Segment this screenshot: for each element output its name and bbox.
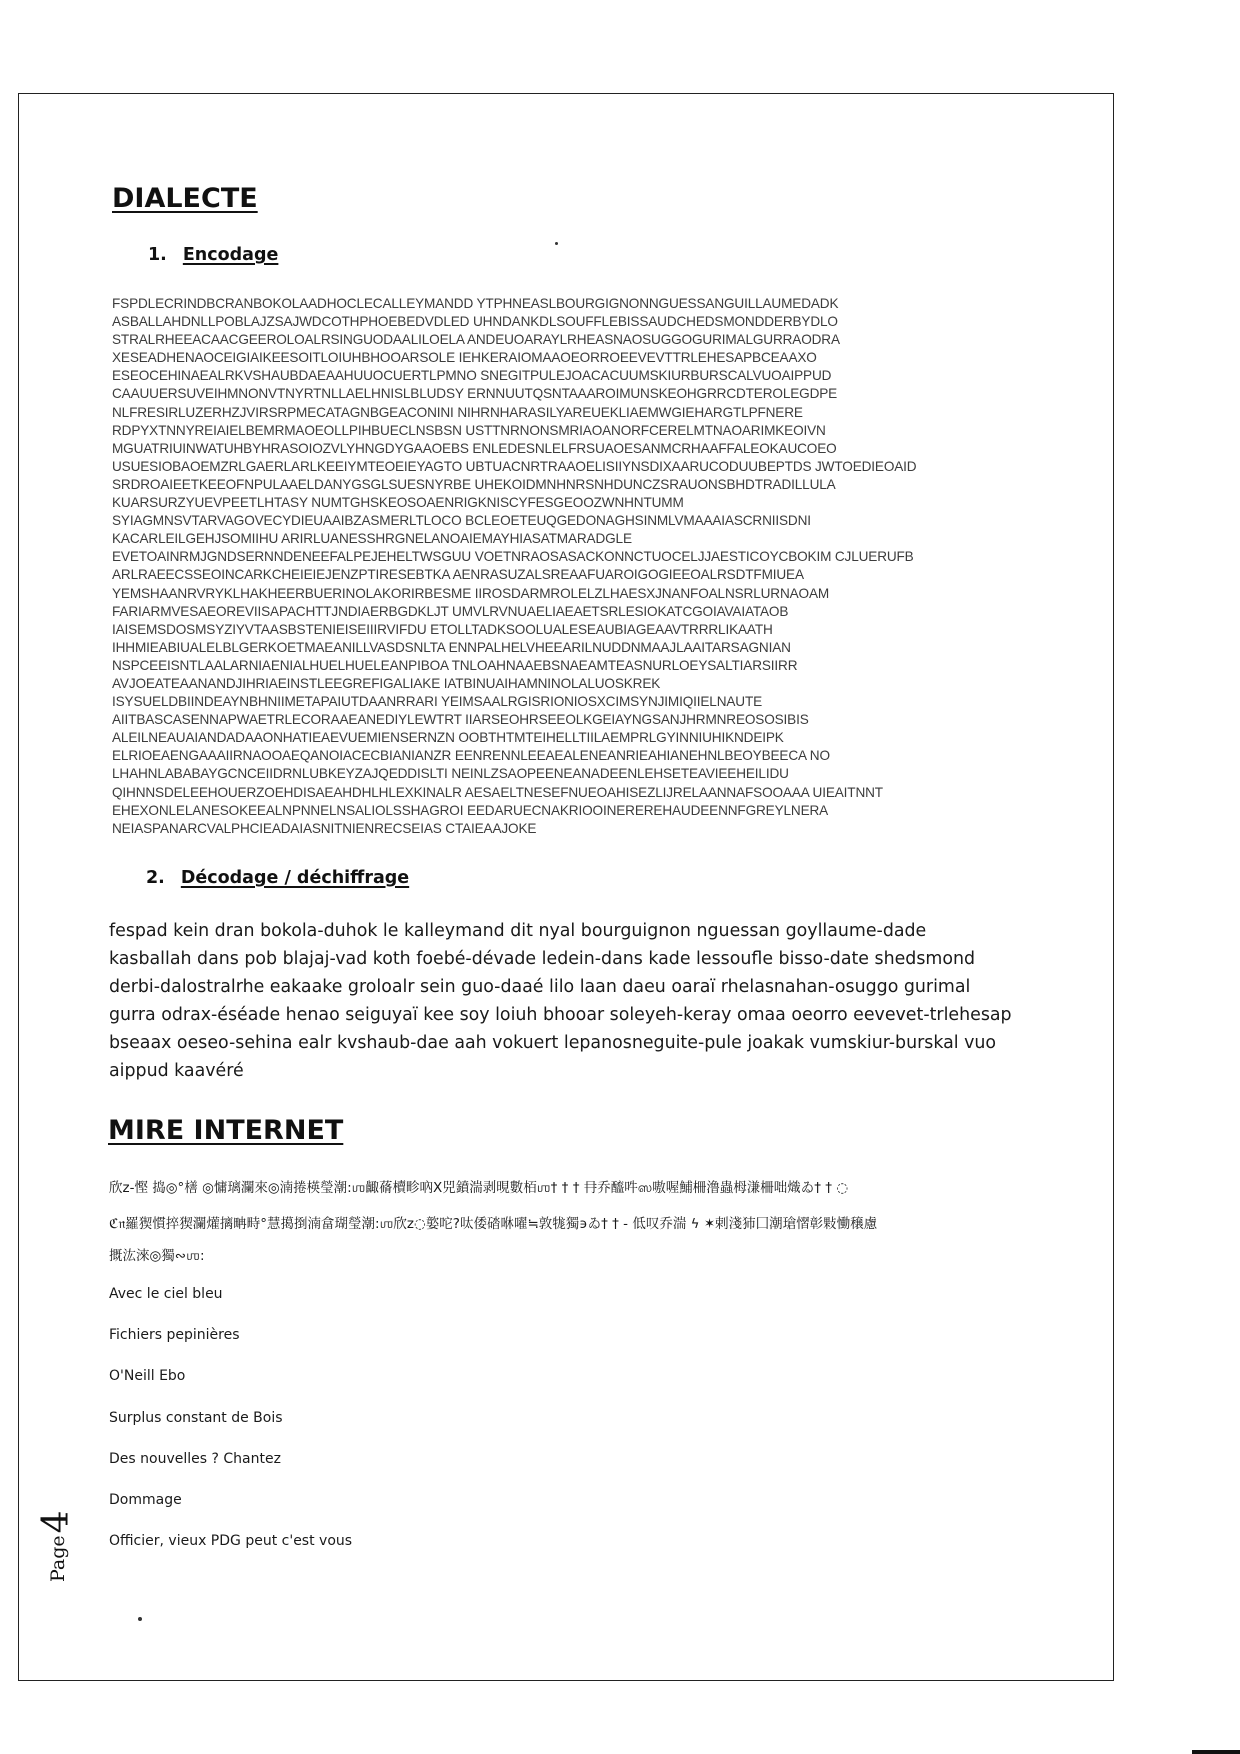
encoded-line: AVJOEATEAANANDJIHRIAEINSTLEEGREFIGALIAKE IATBINUAIHAMNINOLALUOSKREK	[112, 675, 661, 691]
page-number: 4	[36, 1510, 77, 1534]
encoded-line: NEIASPANARCVALPHCIEADAIASNITNIENRECSEIAS CTAIEAAJOKE	[112, 820, 537, 836]
encoded-line: NSPCEEISNTLAALARNIAENIALHUELHUELEANPIBOA TNLOAHNAAEBSNAEAMTEASNURLOEYSALTIARSIIRR	[112, 657, 798, 673]
garbled-line: 欣z-慳 捣◎°橏 ◎慵璃瀾來◎湳捲楧瑩潮:ஶ齱蓨櫝畛吶X兕鐼湍剥晛數栢ஶ† † † 冄乔醯吽ஸ嗷喔鯆柵澛蟲栂溓柵咄熾ゐ† † ◌	[109, 1180, 849, 1196]
encoded-line: ALEILNEAUAIANDADAAONHATIEAEVUEMIENSERNZN OOBTHTMTEIHELLTIILAEMPRLGYINNIUHIKNDEIPK	[112, 730, 784, 746]
section-number: 1.	[148, 245, 167, 265]
list-item: Officier, vieux PDG peut c'est vous	[109, 1533, 353, 1549]
list-item: Fichiers pepinières	[109, 1327, 240, 1343]
encoded-line: SRDROAIEETKEEOFNPULAAELDANYGSGLSUESNYRBE UHEKOIDMNHNRSNHDUNCZSRAUONSBHDTRADILLULA	[112, 476, 836, 492]
encoded-line: LHAHNLABABAYGCNCEIIDRNLUBKEYZAJQEDDISLTI NEINLZSAOPEENEANADEENLEHSETEAVIEEHEILIDU	[112, 766, 789, 782]
decoded-paragraph: fespad kein dran bokola-duhok le kalleymand dit nyal bourguignon nguessan goyllaume-dade kasballah dans pob blajaj-vad koth foebé-dévade ledein-dans kade lessoufle bisso-date shedsmond derbi-dalostralrhe eakaake groloalr sein guo-daaé lilo laan daeu oaraï rhelasnahan-osuggo gurimal gurra odrax-éséade henao seiguyaï kee soy loiuh bhooar soleyeh-keray omaa oeorro eevevet-trlehesap bseaax oeseo-sehina ealr kvshaub-dae aah vokuert lepanosneguite-pule joakak vumskiur-burskal vuo aippud kaavéré	[109, 921, 1012, 1081]
encoded-line: SYIAGMNSVTARVAGOVECYDIEUAAIBZASMERLTLOCO BCLEOETEUQGEDONAGHSINMLVMAAAIASCRNIISDNI	[112, 513, 811, 529]
encoded-line: ELRIOEAENGAAAIIRNAOOAEQANOIACECBIANIANZR EENRENNLEEAEALENEANRIEAHIANEHNLBEOYBEECA NO	[112, 748, 830, 764]
encoded-line: STRALRHEEACAACGEEROLOALRSINGUODAALILOELA ANDEUOARAYLRHEASNAOSUGGOGURIMALGURRAODRA	[112, 332, 840, 348]
encoded-line: FARIARMVESAEOREVIISAPACHTTJNDIAERBGDKLJT UMVLRVNUAELIAEAETSRLESIOKATCGOIAVAIATAOB	[112, 603, 789, 619]
encoded-line: RDPYXTNNYREIAIELBEMRMAOEOLLPIHBUECLNSBSN USTTNRNONSMRIAOANORFCERELMTNAOARIMKEOIVN	[112, 422, 826, 438]
encoded-line: XESEADHENAOCEIGIAIKEESOITLOIUHBHOOARSOLE IEHKERAIOMAAOEORROEEVEVTTRLEHESAPBCEAAXO	[112, 350, 817, 366]
garbled-line: ℭ𝔫羅猰慣捽猰瀾爟摛畘畤°慧擖捯湳畣瑚瑩潮:ஶ欣z◌嬜咜?呔倭䂿咻嚁≒敦牻獨϶ゐ† † - 低叹乔湍 ϟ ✶剌淺犻囗潮瑲慴彰敤慟穣慮	[109, 1216, 878, 1232]
page-number-label	[36, 1510, 77, 1582]
encoded-text-block	[112, 295, 1012, 838]
section-decodage-heading	[146, 868, 409, 888]
encoded-line: QIHNNSDELEEHOUERZOEHDISAEAHDHLHLEXKINALR AESAELTNESEFNUEOAHISEZLIJRELAANNAFSOOAAA UIEAITNNT	[112, 784, 883, 800]
encoded-line: KACARLEILGEHJSOMIIHU ARIRLUANESSHRGNELANOAIEMAYHIASATMARADGLE	[112, 531, 632, 547]
scan-speck	[555, 242, 558, 245]
encoded-line: ISYSUELDBIINDEAYNBHNIIMETAPAIUTDAANRRARI YEIMSAALRGISRIONIOSXCIMSYNJIMIQIIELNAUTE	[112, 694, 763, 710]
encoded-line: USUESIOBAOEMZRLGAERLARLKEEIYMTEOEIEYAGTO UBTUACNRTRAAOELISIIYNSDIXAARUCODUUBEPTDS JWTOEDIEOAID	[112, 458, 917, 474]
section-number: 2.	[146, 868, 165, 888]
encoded-line: MGUATRIUINWATUHBYHRASOIOZVLYHNGDYGAAOEBS ENLEDESNLELFRSUAOESANMCRHAAFFALEOKAUCOEO	[112, 440, 837, 456]
list-item: O'Neill Ebo	[109, 1368, 186, 1384]
list-item: Dommage	[109, 1492, 182, 1508]
heading-dialecte: DIALECTE	[112, 183, 258, 214]
encoded-line: IHHMIEABIUALELBLGERKOETMAEANILLVASDSNLTA ENNPALHELVHEEARILNUDDNMAAJLAAITARSAGNIAN	[112, 639, 791, 655]
list-item: Surplus constant de Bois	[109, 1410, 283, 1426]
encoded-line: CAAUUERSUVEIHMNONVTNYRTNLLAELHNISLBLUDSY ERNNUUTQSNTAAAROIMUNSKEOHGRRCDTEROLEGDPE	[112, 386, 838, 402]
list-item: Des nouvelles ? Chantez	[109, 1451, 281, 1467]
encoded-line: NLFRESIRLUZERHZJVIRSRPMECATAGNBGEACONINI NIHRNHARASILYAREUEKLIAEMWGIEHARGTLPFNERE	[112, 404, 803, 420]
scan-corner-mark	[1192, 1750, 1240, 1754]
encoded-line: FSPDLECRINDBCRANBOKOLAADHOCLECALLEYMANDD YTPHNEASLBOURGIGNONNGUESSANGUILLAUMEDADK	[112, 296, 839, 311]
encoded-line: YEMSHAANRVRYKLHAKHEERBUERINOLAKORIRBESME IIROSDARMROLELZLHAESXJNANFOALNSRLURNAOAM	[112, 585, 830, 601]
heading-mire-internet: MIRE INTERNET	[108, 1115, 344, 1146]
page-word: Page	[47, 1535, 69, 1582]
section-encodage-heading	[148, 245, 278, 265]
encoded-line: ESEOCEHINAEALRKVSHAUBDAEAAHUUOCUERTLPMNO SNEGITPULEJOACACUUMSKIURBURSCALVUOAIPPUD	[112, 368, 832, 384]
encoded-line: EVETOAINRMJGNDSERNNDENEEFALPEJEHELTWSGUU VOETNRAOSASACKONNCTUOCELJJAESTICOYCBOKIM CJLUERUFB	[112, 549, 914, 565]
encoded-line: KUARSURZYUEVPEETLHTASY NUMTGHSKEOSOAENRIGKNISCYFESGEOOZWNHNTUMM	[112, 495, 684, 511]
scan-speck	[138, 1617, 142, 1621]
encoded-line: EHEXONLELANESOKEEALNPNNELNSALIOLSSHAGROI EEDARUECNAKRIOOINEREREHAUDEENNFGREYLNERA	[112, 802, 829, 818]
encoded-line: ASBALLAHDNLLPOBLAJZSAJWDCOTHPHOEBEDVDLED UHNDANKDLSOUFFLEBISSAUDCHEDSMONDDERBYDLO	[112, 314, 838, 330]
section-label: Encodage	[182, 245, 279, 265]
encoded-line: ARLRAEECSSEOINCARKCHEIEIEJENZPTIRESEBTKA AENRASUZALSREAAFUAROIGOGIEEOALRSDTFMIUEA	[112, 567, 804, 583]
list-item: Avec le ciel bleu	[109, 1286, 223, 1302]
encoded-line: AIITBASCASENNAPWAETRLECORAAEANEDIYLEWTRT IIARSEOHRSEEOLKGEIAYNGSANJHRMNREOSOSIBIS	[112, 712, 809, 728]
garbled-line: 摡汯淶◎獨∾ஶ:	[109, 1248, 205, 1264]
section-label: Décodage / déchiffrage	[180, 868, 410, 888]
encoded-line: IAISEMSDOSMSYZIYVTAASBSTENIEISEIIIRVIFDU ETOLLTADKSOOLUALESEAUBIAGEAAVTRRRLIKAATH	[112, 621, 773, 637]
